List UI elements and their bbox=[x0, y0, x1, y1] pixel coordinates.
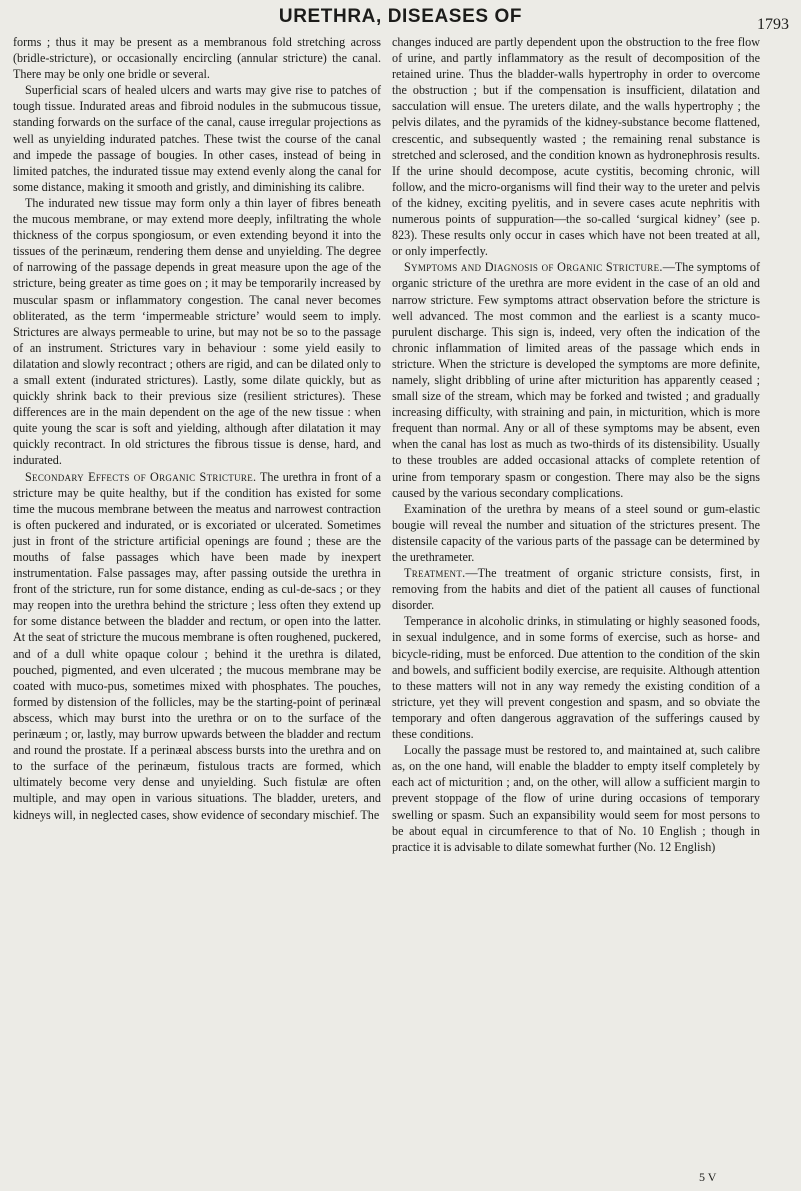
running-head: URETHRA, DISEASES OF bbox=[278, 6, 523, 27]
signature-mark: 5 V bbox=[699, 1170, 717, 1184]
section-paragraph bbox=[392, 565, 760, 613]
paragraph: changes induced are partly dependent upon the obstruction to the free flow of urine, and partly inflammatory as the result of decomposition of the retained urine. Thus the bladder-walls hypertrophy in order to overcome the obstruction ; but if the compensation is insufficient, dilatation and sacculation will ensue. The ureters dilate, and the walls hypertrophy ; the pelvis dilates, and the pyramids of the kidney-substance become flattened, crescentic, and subsequently wasted ; the remaining renal substance is stretched and sclerosed, and the condition known as hydronephrosis results. If the urine should decompose, acute cystitis, becoming chronic, will follow, and the micro-organisms will find their way to the ureter and pelvis of the kidney, exciting pyelitis, and in severe cases acute nephritis with numerous points of suppuration—the so-called ‘surgical kidney’ (see p. 823). These results only occur in cases which have not been treated at all, or only imperfectly. bbox=[392, 35, 760, 259]
paragraph-text: —The symptoms of organic stricture of the urethra are more evident in the case of an old and narrow stricture. Few symptoms attract observation before the stricture is well advanced. The most common and the earliest is a scanty muco-purulent discharge. This sign is, indeed, very often the indication of the chronic inflammation of limited areas of the passage which ends in stricture. When the stricture is developed the symptoms are more definite, namely, slight dribbling of urine after micturition has apparently ceased ; small size of the stream, which may be forked and twisted ; and gradually increasing difficulty, with straining and pain, in micturition, which is more frequent than normal. Any or all of these symptoms may be absent, even when the canal has lost as much as two-thirds of its distensibility. Usually to these troubles are added occasional attacks of complete retention of urine from temporary spasm or congestion. There may also be the signs caused by the various secondary complications. bbox=[392, 260, 760, 500]
left-column bbox=[13, 34, 381, 823]
paragraph-text: —The treatment of organic stricture consists, first, in removing from the habits and diet of the patient all causes of functional disorder. bbox=[392, 566, 760, 613]
paragraph: Temperance in alcoholic drinks, in stimulating or highly seasoned foods, in sexual indulgence, and in some forms of exercise, such as horse- and bicycle-riding, must be enforced. Due attention to the condition of the skin and bowels, and sufficient bodily exercise, are requisite. Although attention to these matters will not in any way remedy the existing condition of a stricture, yet they will prevent congestion and spasm, and so obviate the temporary and often dangerous aggravation of the sufferings caused by these conditions. bbox=[392, 614, 760, 742]
page-number: 1793 bbox=[757, 16, 789, 33]
paragraph: forms ; thus it may be present as a membranous fold stretching across (bridle-stricture), or occasionally encircling (annular stricture) the canal. There may be only one bridle or several. bbox=[13, 35, 381, 82]
paragraph: Examination of the urethra by means of a steel sound or gum-elastic bougie will reveal the number and situation of the strictures present. The distensile capacity of the various parts of the passage can be determined by the urethrameter. bbox=[392, 501, 760, 564]
paragraph: Locally the passage must be restored to, and maintained at, such calibre as, on the one hand, will enable the bladder to empty itself completely by each act of micturition ; and, on the other, will allow a sufficient margin to prevent stoppage of the flow of urine during occasions of temporary swelling or spasm. Such an expansibility would seem for most persons to be about equal in circumference to that of No. 10 English ; though in practice it is advisable to dilate somewhat further (No. 12 English) bbox=[392, 743, 760, 854]
right-column bbox=[392, 34, 760, 855]
paragraph-text: The urethra in front of a stricture may be quite healthy, but if the condition has existed for some time the mucous membrane between the meatus and narrowest contraction is often puckered and indurated, or is excoriated or ulcerated. Sometimes just in front of the stricture artificial openings are found ; these are the mouths of false passages which have been made by inexpert instrumentation. False passages may, after passing outside the urethra in front of the stricture, run for some distance, ending as cul-de-sacs ; or they may reopen into the urethra behind the stricture ; less often they extend up for some distance between the bladder and rectum, or open into the latter. At the seat of stricture the mucous membrane is often roughened, puckered, and of a dull white opaque colour ; behind it the urethra is dilated, pouched, pigmented, and even ulcerated ; the mucous membrane may be coated with muco-pus, sometimes mixed with phosphates. The pouches, formed by distension of the follicles, may be the starting-point of perinæal abscess, which may burst into the urethra or on to the surface of the perinæum ; or, lastly, may burrow upwards between the bladder and rectum and round the prostate. If a perinæal abscess bursts into the urethra and on to the surface of the perinæum, fistulous tracts are formed, which ultimately become very dense and unyielding. Such fistulæ are often multiple, and may open in various situations. The bladder, ureters, and kidneys will, in neglected cases, show evidence of secondary mischief. The bbox=[13, 469, 381, 822]
section-heading: Treatment. bbox=[404, 566, 466, 581]
section-heading: Secondary Effects of Organic Stricture. bbox=[25, 469, 257, 484]
section-heading: Symptoms and Diagnosis of Organic Stricture. bbox=[404, 260, 663, 275]
paragraph: Superficial scars of healed ulcers and warts may give rise to patches of tough tissue. Indurated areas and fibroid nodules in the submucous tissue, standing forwards on the surface of the canal, cause irregular projections as well as unyielding indurated patches. These twist the course of the canal and impede the passage of bougies. In other cases, instead of being in limited patches, the indurated tissue may extend evenly along the canal for some distance, making it smooth and gristly, and diminishing its calibre. bbox=[13, 83, 381, 194]
paragraph: The indurated new tissue may form only a thin layer of fibres beneath the mucous membrane, or may extend more deeply, infiltrating the whole thickness of the corpus spongiosum, or even extending beyond it into the tissues of the perinæum, rendering them dense and unyielding. The degree of narrowing of the passage depends in great measure upon the age of the stricture, being greater as time goes on ; it may be temporarily increased by muscular spasm or inflammatory congestion. The canal never becomes obliterated, as the term ‘impermeable stricture’ would seem to imply. Strictures are always permeable to urine, but may not be so to the passage of an instrument. Strictures vary in behaviour : some yield easily to dilatation and slowly recontract ; others are rigid, and can be dilated only to a small extent (indurated strictures). Lastly, some dilate quickly, but as quickly shrink back to their previous size (resilient strictures). These differences are in the main dependent on the age of the new tissue : when quite young the scar is soft and yielding, although after dilatation it may quickly recontract. In old strictures the fibrous tissue is dense, hard, and indurated. bbox=[13, 195, 381, 468]
section-paragraph bbox=[13, 469, 381, 823]
section-paragraph bbox=[392, 259, 760, 500]
